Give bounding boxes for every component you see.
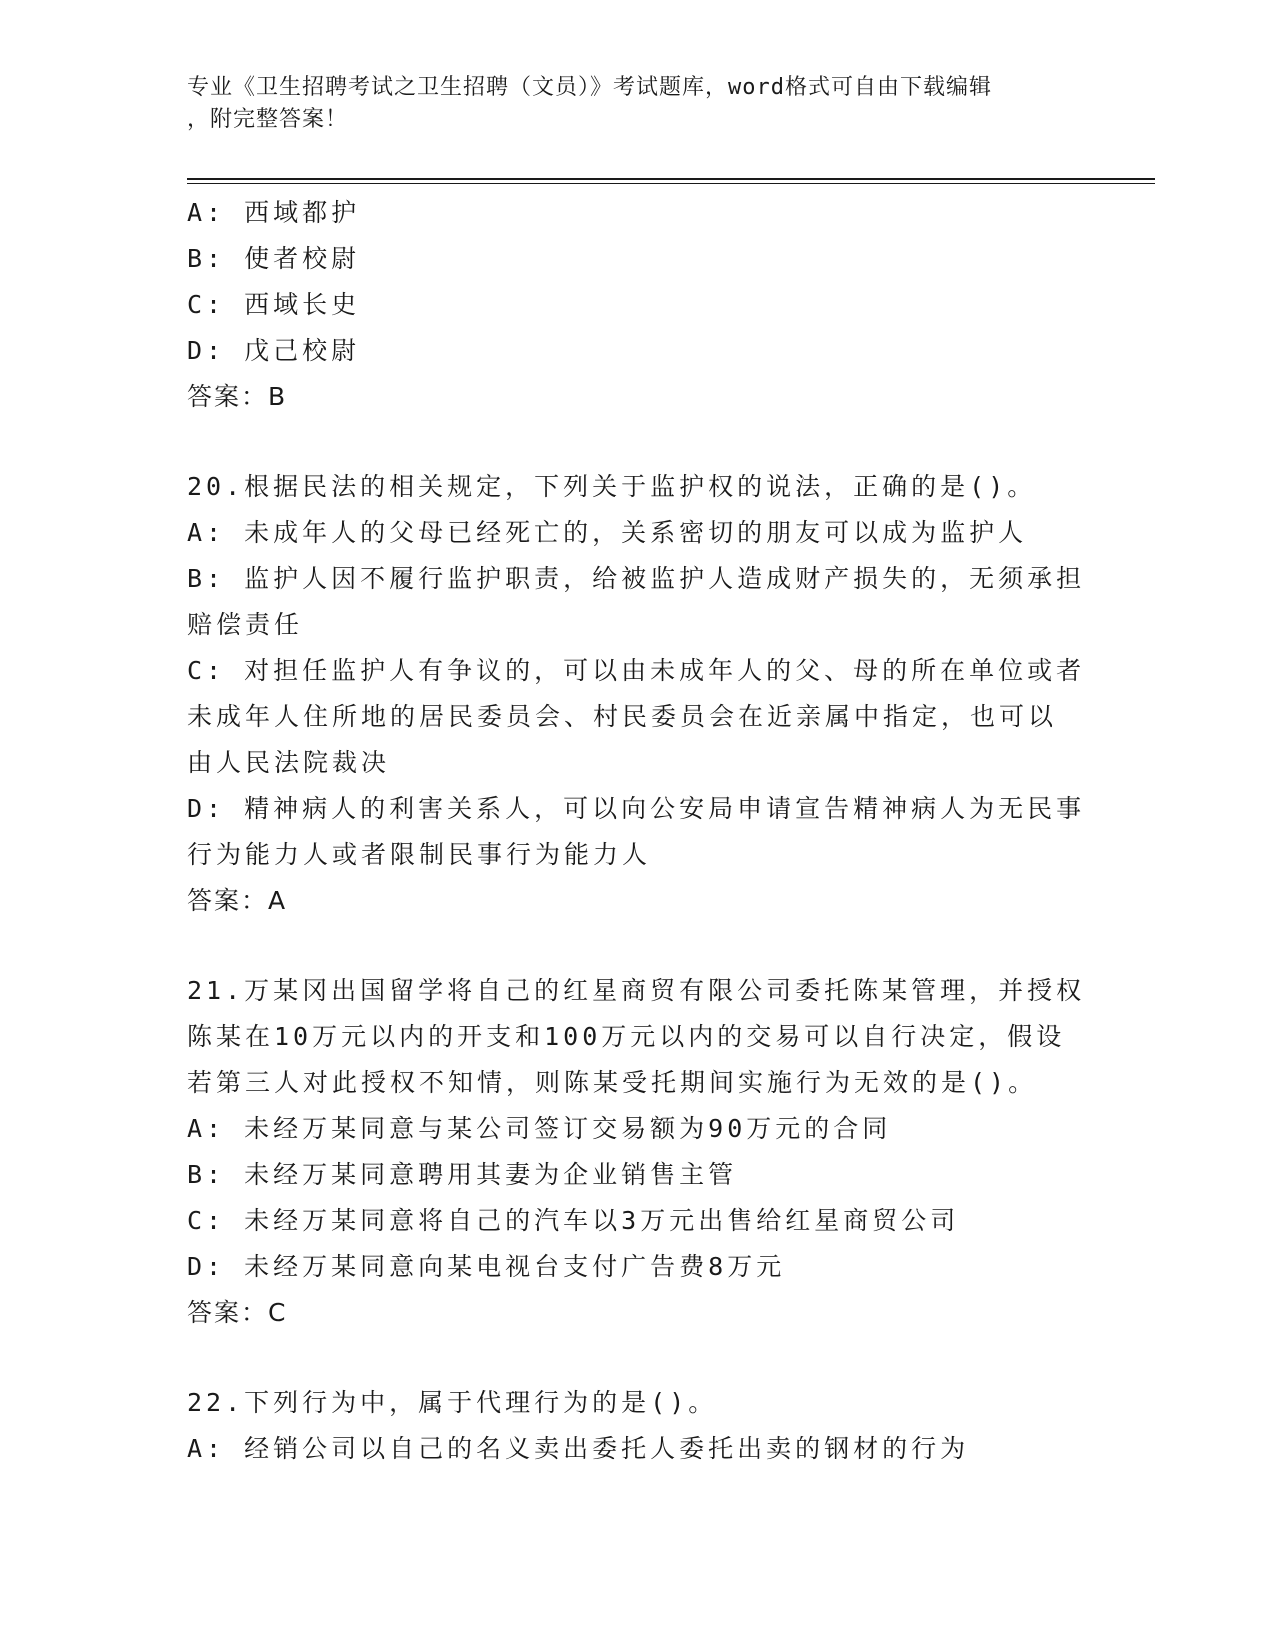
answer-line: 答案：B [187, 382, 288, 411]
spacer [187, 1336, 1087, 1380]
option-a: A: 未成年人的父母已经死亡的，关系密切的朋友可以成为监护人 [187, 518, 1028, 547]
option-c: C: 未经万某同意将自己的汽车以3万元出售给红星商贸公司 [187, 1206, 960, 1235]
header-divider-thin [187, 183, 1155, 184]
option-a: A: 经销公司以自己的名义卖出委托人委托出卖的钢材的行为 [187, 1434, 970, 1463]
header-line-2: ，附完整答案！ [187, 107, 349, 132]
answer-line: 答案：A [187, 886, 288, 915]
spacer [187, 420, 1087, 464]
question-stem: 20.根据民法的相关规定，下列关于监护权的说法，正确的是()。 [187, 472, 1037, 501]
option-c-continued: 由人民法院裁决 [187, 748, 391, 777]
header-divider-thick [187, 178, 1155, 180]
question-22 [187, 1380, 1087, 1472]
option-d: D: 未经万某同意向某电视台支付广告费8万元 [187, 1252, 786, 1281]
document-header [187, 72, 1087, 136]
question-stem: 21.万某冈出国留学将自己的红星商贸有限公司委托陈某管理，并授权 [187, 976, 1086, 1005]
option-a: A: 未经万某同意与某公司签订交易额为90万元的合同 [187, 1114, 892, 1143]
option-b: B: 使者校尉 [187, 244, 361, 273]
question-list [187, 190, 1087, 1472]
option-a: A: 西域都护 [187, 198, 361, 227]
option-b-continued: 赔偿责任 [187, 610, 304, 639]
question-21 [187, 968, 1087, 1336]
question-stem-continued: 若第三人对此授权不知情，则陈某受托期间实施行为无效的是()。 [187, 1068, 1038, 1097]
question-stem: 22.下列行为中，属于代理行为的是()。 [187, 1388, 718, 1417]
option-d-continued: 行为能力人或者限制民事行为能力人 [187, 840, 652, 869]
option-b: B: 未经万某同意聘用其妻为企业销售主管 [187, 1160, 738, 1189]
option-b: B: 监护人因不履行监护职责，给被监护人造成财产损失的，无须承担 [187, 564, 1086, 593]
option-d: D: 戊己校尉 [187, 336, 361, 365]
spacer [187, 924, 1087, 968]
option-c: C: 西域长史 [187, 290, 361, 319]
question-stem-continued: 陈某在10万元以内的开支和100万元以内的交易可以自行决定，假设 [187, 1022, 1066, 1051]
option-c-continued: 未成年人住所地的居民委员会、村民委员会在近亲属中指定，也可以 [187, 702, 1058, 731]
header-line-1: 专业《卫生招聘考试之卫生招聘（文员）》考试题库，word格式可自由下载编辑 [187, 75, 992, 100]
option-d: D: 精神病人的利害关系人，可以向公安局申请宣告精神病人为无民事 [187, 794, 1086, 823]
question-19 [187, 190, 1087, 420]
option-c: C: 对担任监护人有争议的，可以由未成年人的父、母的所在单位或者 [187, 656, 1086, 685]
question-20 [187, 464, 1087, 924]
answer-line: 答案：C [187, 1298, 288, 1327]
